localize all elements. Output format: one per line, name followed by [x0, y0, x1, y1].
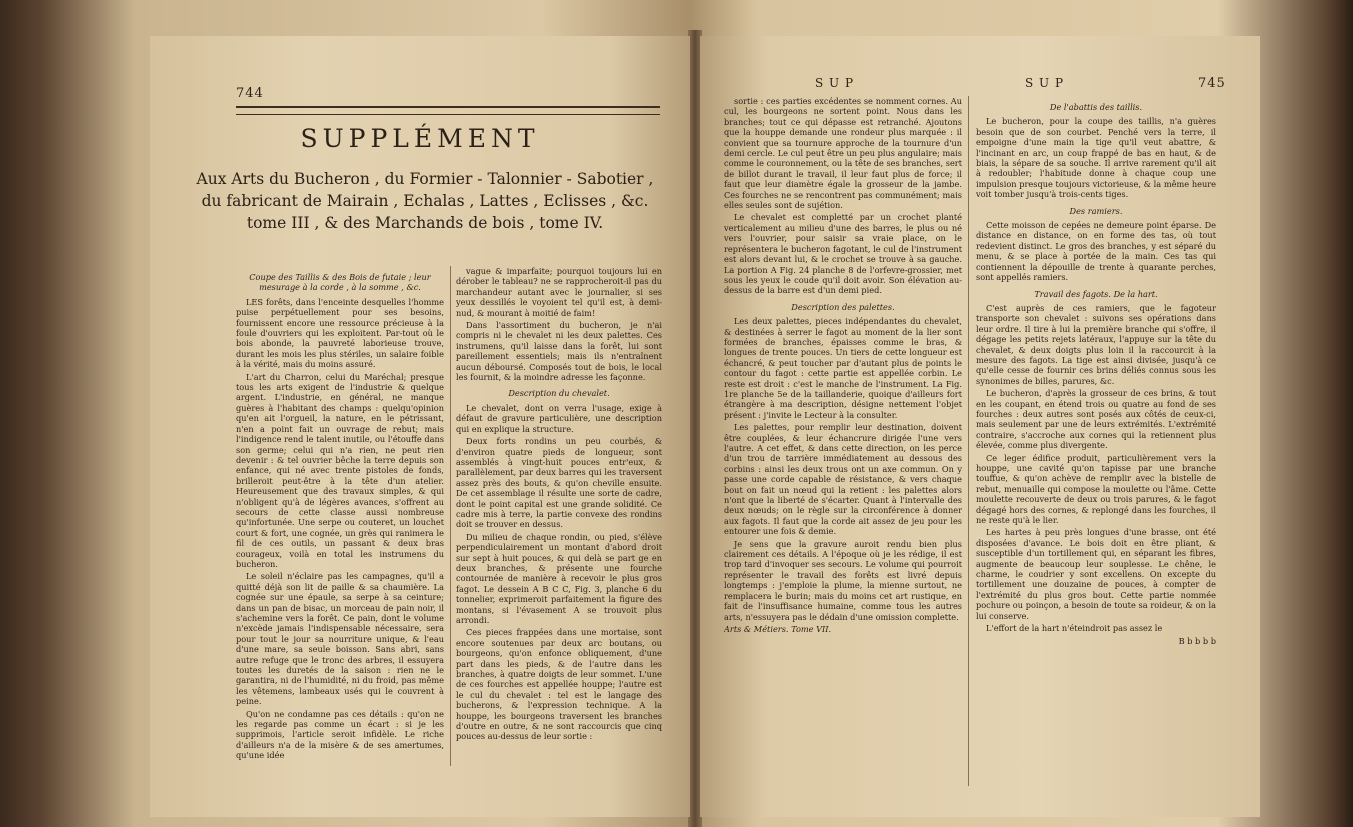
paragraph: Ce leger édifice produit, particulièrement vers la houppe, une cavité qu'on tapisse par une branche touffue, & qu'on achève de remplir avec la bistelle de rebut, menuaille qui compose la moulette ou l'âme. Cette moulette recouverte de deux ou trois parures, & le fagot dégagé hors des cornes, & replongé dans les fourches, il ne reste qu'à le lier.	[976, 452, 1216, 526]
paragraph: Les palettes, pour remplir leur destination, doivent être couplées, & leur échancrure dirigée l'une vers l'autre. A cet effet, & dans cette direction, on les perce d'un trou de tarrière immédiatement au dessous des corbins : ainsi les deux trous ont un axe commun. On y passe une corde capable de résistance, & vers chaque bout on fait un nœud qui la retient : les palettes alors n'ont que la liberté de s'écarter. Quant à l'intervalle des deux nœuds; on le règle sur la circonférence à donner aux fagots. Il faut que la corde ait assez de jeu pour les entourer une fois & demie.	[724, 422, 962, 537]
section-subtitle: Travail des fagots. De la hart.	[1034, 288, 1158, 299]
paragraph: Cette moisson de cepées ne demeure point éparse. De distance en distance, on en forme des tas, où tout redevient distinct. Le gros des branches, y est séparé du menu, & se place à portée de la main. Ces tas qui contiennent la dépouille de trente à quarante perches, sont appellés ramiers.	[976, 220, 1216, 283]
left-column-1	[236, 266, 444, 766]
right-column-1	[724, 96, 962, 786]
right-page-number: 745	[1198, 76, 1226, 91]
paragraph: Ces pieces frappées dans une mortaise, sont encore soutenues par deux arc boutans, ou bourgeons, qu'on enfonce obliquement, d'une part dans les pieds, & de l'autre dans les branches, à quatre doigts de leur sommet. L'une de ces fourches est appellée houppe; l'autre est le cul du chevalet : tel est le langage des bucherons, & l'expression technique. A la houppe, les bourgeons traversent les branches d'outre en outre, & ne sont raccourcis que cinq pouces au-dessus de leur sortie :	[456, 627, 662, 742]
paragraph: vague & imparfaite; pourquoi toujours lui en dérober le tableau? ne se rapprocheroit-il pas du marchandeur autant avec le journalier, si ses yeux dessillés le voyoient tel qu'il est, à demi-nud, & mourant à moitié de faim!	[456, 266, 662, 318]
column-divider	[968, 96, 969, 786]
paragraph: Le bucheron, d'après la grosseur de ces brins, & tout en les coupant, en étend trois ou quatre au fond de ses fourches : deux autres sont posés aux côtés de ceux-ci, mais seulement par une de leurs extrémités. L'extrémité contraire, s'accroche aux cornes qui la retiennent plus élevée, comme plus divergente.	[976, 388, 1216, 451]
paragraph: Deux forts rondins un peu courbés, & d'environ quatre pieds de longueur, sont assemblés à vingt-huit pouces entr'eux, & parallèlement, par deux barres qui les traversent assez près des bouts, & qu'on cheville ensuite. De cet assemblage il résulte une sorte de cadre, dont le point capital est une grande solidité. Ce cadre mis à terre, la partie convexe des rondins doit se trouver en dessus.	[456, 436, 662, 530]
section-subtitle: De l'abattis des taillis.	[1049, 102, 1143, 112]
supplement-heading: SUPPLÉMENT	[300, 124, 540, 153]
signature-mark: B b b b b	[1178, 635, 1216, 646]
section-subtitle: Description des palettes.	[791, 301, 895, 312]
paragraph: Les deux palettes, pieces indépendantes du chevalet, & destinées à serrer le fagot au moment de la lier sont formées de branches, épaisses comme le bras, & longues de trente pouces. Un tiers de cette longueur est échancré, & peut toucher par d'autant plus de points le contour du fagot : cette partie est appellée corbin. Le reste est droit : c'est le manche de l'instrument. La Fig. 1re planche 5e de la taillanderie, quoique d'ailleurs fort étrangère à ma description, désigne nettement l'objet présent : j'invite le Lecteur à la consulter.	[724, 316, 962, 420]
running-head-left: S U P	[815, 76, 855, 90]
paragraph: Dans l'assortiment du bucheron, je n'ai compris ni le chevalet ni les deux palettes. Ces instrumens, qu'il laisse dans la forêt, lui sont pareillement essentiels; mais ils n'entraînent aucun déboursé. Composés tout de bois, le local les fournit, & la moindre adresse les façonne.	[456, 320, 662, 383]
paragraph: Je sens que la gravure auroit rendu bien plus clairement ces détails. A l'époque où je les rédige, il est trop tard d'invoquer ses secours. Le volume qui pourroit représenter le travail des forêts est livré depuis longtemps : j'emploie la plume, la mienne surtout, ne remplacera le burin; mais du moins cet art rustique, en fait de l'insuffisance humaine, comme tous les autres arts, n'essuyera pas le dédain d'une omission complette.	[724, 538, 962, 622]
left-column-2	[456, 266, 662, 766]
paragraph: Les hartes à peu près longues d'une brasse, ont été disposées d'avance. Le bois doit en être pliant, & susceptible d'un tortillement qui, en séparant les fibres, augmente de beaucoup leur souplesse. Le chêne, le charme, le coudrier y sont excellens. On excepte du tortillement une douzaine de pouces, à compter de l'extrémité du plus gros bout. Cette partie nommée pochure ou poinçon, a besoin de toute sa roideur, & on la lui conserve.	[976, 527, 1216, 621]
paragraph: Le chevalet est completté par un crochet planté verticalement au milieu d'une des barres, le plus ou né vers l'ouvrier, pour saisir sa vraie place, on le représentera le bucheron fagotant, le cul de l'instrument est alors devant lui, & le crochet se trouve à sa gauche. La portion A Fig. 24 planche 8 de l'orfevre-grossier, met sous les yeux le coude qu'il doit avoir. Son élévation au-dessus de la barre est d'un demi pied.	[724, 212, 962, 296]
section-subtitle: Description du chevalet.	[508, 388, 610, 399]
paragraph: LES forêts, dans l'enceinte desquelles l'homme puise perpétuellement pour ses besoins, fournissent encore une ressource précieuse à la foule d'ouvriers qui les exploitent. Par-tout où le bois abonde, la pauvreté laborieuse trouve, durant les mois les plus stériles, un salaire foible à la vérité, mais du moins assuré.	[236, 296, 444, 370]
article-title: Aux Arts du Bucheron , du Formier - Talonnier - Sabotier , du fabricant de Mairain , Echalas , Lattes , Eclisses , &c. tome III , & des Marchands de bois , tome IV.	[196, 170, 654, 232]
paragraph: Du milieu de chaque rondin, ou pied, s'élève perpendiculairement un montant d'abord droit sur sept à huit pouces, & qui delà se part ge en deux branches, & présente une fourche contournée de manière à recevoir le plus gros fagot. Le dessein A B C C, Fig. 3, planche 6 du tonnelier, exprimeroit parfaitement la figure des montans, si l'évasement A se trouvoit plus arrondi.	[456, 531, 662, 625]
paragraph: C'est auprès de ces ramiers, que le fagoteur transporte son chevalet : suivons ses opérations dans leur ordre. Il tire à lui la première branche qui s'offre, il dégage les petits rejets latéraux, l'appuye sur la tête du chevalet, & deux doigts plus loin il la raccourcit à la mesure des fagots. La tige est ainsi divisée, jusqu'à ce qu'elle cesse de fournir ces brins déliés connus sous les synonimes de billes, parures, &c.	[976, 302, 1216, 386]
paragraph: sortie : ces parties excédentes se nomment cornes. Au cul, les bourgeons ne sortent point. Nous dans les branches; tout ce qui dépasse est retranché. Ajoutons que la houppe demande une rondeur plus marquée : il convient que sa tournure approche de la tournure d'un demi cercle. Le cul peut être un peu plus angulaire; mais comme le couronnement, ou la tête de ses branches, sert de billot durant le travail, il leur faut plus de force; il faut que leur diamètre égale la grosseur de la jambe. Ces fourches ne se rencontrent pas communément; mais elles seules sont de sujétion.	[724, 96, 962, 211]
paragraph: Le soleil n'éclaire pas les campagnes, qu'il a quitté déjà son lit de paille & sa chaumière. La cognée sur une épaule, sa serpe à sa ceinture; dans un pan de bisac, un morceau de pain noir, il s'achemine vers la forêt. Ce pain, dont le volume n'excède jamais l'indispensable nécessaire, sera pour tout le jour sa nourriture unique, & l'eau d'une mare, sa seule boisson. Sans abri, sans autre refuge que le tronc des arbres, il essuyera toutes les duretés de la saison : rien ne le garantira, ni de l'humidité, ni du froid, pas même les vêtemens, lambeaux usés qui le couvrent à peine.	[236, 571, 444, 707]
right-column-2	[976, 96, 1216, 796]
header-rule	[236, 106, 660, 115]
section-subtitle: Des ramiers.	[1069, 205, 1123, 216]
paragraph: Le chevalet, dont on verra l'usage, exige à défaut de gravure particulière, une description qui en explique la structure.	[456, 402, 662, 434]
left-page-number: 744	[236, 86, 264, 101]
paragraph: Qu'on ne condamne pas ces détails : qu'on ne les regarde pas comme un écart : si je les supprimois, l'article seroit infidèle. Le riche d'ailleurs n'a de la misère & de ses amertumes, qu'une idée	[236, 708, 444, 761]
running-head-right: S U P	[1025, 76, 1065, 90]
right-page	[700, 36, 1260, 817]
paragraph: Le bucheron, pour la coupe des taillis, n'a guères besoin que de son courbet. Penché vers la terre, il empoigne d'une main la tige qu'il veut abattre, & l'incinant en arc, un coup frappé de bas en haut, & de biais, la sépare de sa souche. Il arrive rarement qu'il ait à redoubler; l'habitude donne à chaque coup une impulsion presque toujours victorieuse, & la même heure voit tomber jusqu'à trois-cents tiges.	[976, 116, 1216, 200]
column-divider	[450, 266, 451, 766]
paragraph: L'effort de la hart n'éteindroit pas assez le	[986, 623, 1163, 634]
page-footer: Arts & Métiers. Tome VII.	[724, 623, 832, 634]
paragraph: L'art du Charron, celui du Maréchal; presque tous les arts exigent de l'industrie & quelque argent. L'industrie, en général, ne manque guères à l'habitant des champs : quelqu'opinion qu'en ait l'orgueil, la nature, en le pétrissant, n'en a point fait un ouvrage de rebut; mais l'indigence rend le talent inutile, ou l'étouffe dans son germe; celui qui n'a rien, ne peut rien devenir : & tel ouvrier bêche la terre depuis son enfance, qui né avec trente pistoles de fonds, brilleroit peut-être à la tête d'un atelier. Heureusement que des travaux simples, & qui n'obligent qu'à de légères avances, s'offrent au secours de cette classe aussi nombreuse qu'infortunée. Une serpe ou couteret, un louchet court & fort, une cognée, un grès qui ranimera le fil de ces outils, un passant & deux bras courageux, voilà en total les instrumens du bucheron.	[236, 371, 444, 569]
section-subtitle: Coupe des Taillis & des Bois de futaie ; leur mesurage à la corde , à la somme , &c.	[249, 272, 431, 293]
left-page	[150, 36, 690, 817]
